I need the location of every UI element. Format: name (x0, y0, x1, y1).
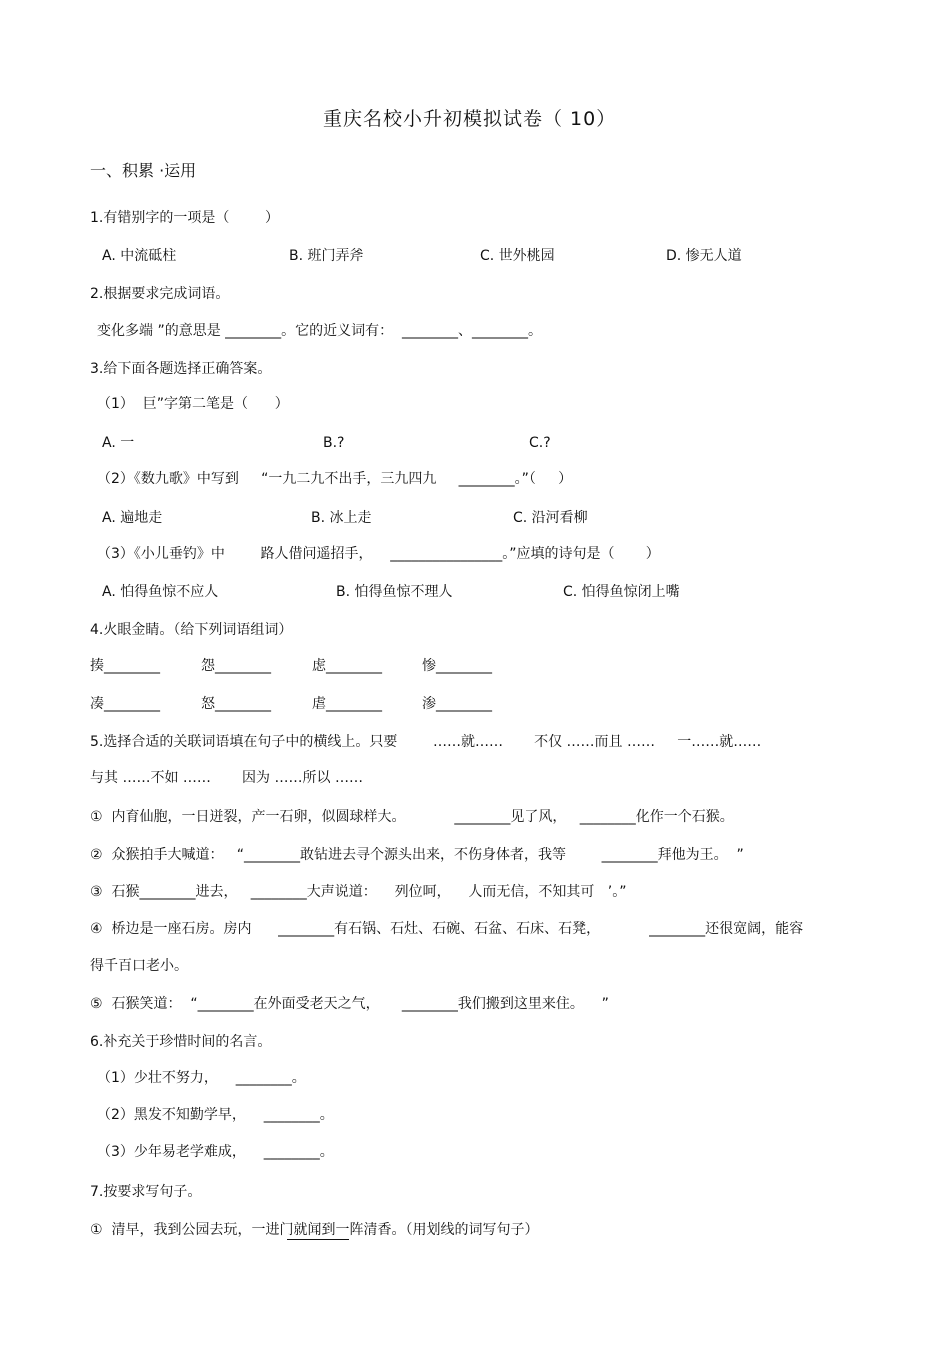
q1-option-b: B. 班门弄斧 (289, 248, 364, 264)
underline-mark (287, 1239, 349, 1240)
q3-sub1-option-b: B.? (323, 435, 345, 451)
q1-option-d: D. 惨无人道 (666, 248, 742, 264)
q5-item-2: ② 众猴拍手大喊道： “________敢钻进去寻个源头出来，不伤身体者，我等 ________拜他为王。 ” (90, 847, 744, 863)
q4-row1-word: 虑________ (312, 658, 382, 674)
q5-item-1: ① 内育仙胞，一日迸裂，产一石卵，似圆球样大。 ________见了风， ________化作一个石猴。 (90, 809, 734, 825)
q4-row1-word: 怨________ (201, 658, 271, 674)
question-4-stem: 4.火眼金睛。（给下列词语组词） (90, 622, 293, 638)
q3-sub3: （3）《小儿垂钓》中 路人借问遥招手， ________________。”应填的诗句是（ ） (97, 546, 660, 562)
question-5-stem-cont: 与其 ……不如 …… 因为 ……所以 …… (90, 770, 363, 786)
question-7-stem: 7.按要求写句子。 (90, 1184, 202, 1200)
section-heading: 一、积累 ·运用 (90, 161, 197, 180)
q3-sub1: （1） 巨”字第二笔是（ ） (97, 396, 289, 412)
q5-item-4-cont: 得千百口老小。 (90, 958, 188, 974)
q3-sub1-option-a: A. 一 (102, 435, 135, 451)
q6-item-1: （1）少壮不努力， ________。 (97, 1070, 306, 1086)
q4-row2-word: 虐________ (312, 696, 382, 712)
q4-row2-word: 渗________ (422, 696, 492, 712)
question-2-stem: 2.根据要求完成词语。 (90, 286, 230, 302)
q5-item-5: ⑤ 石猴笑道： “________在外面受老天之气， ________我们搬到这里来住。 ” (90, 996, 609, 1012)
q4-row2-word: 凑________ (90, 696, 160, 712)
exam-title: 重庆名校小升初模拟试卷（ 10） (323, 108, 617, 130)
question-2-line: 变化多端 ”的意思是 ________。它的近义词有： ________、________。 (97, 323, 543, 339)
q3-sub2-option-b: B. 冰上走 (311, 510, 372, 526)
q4-row2-word: 怒________ (201, 696, 271, 712)
q3-sub3-option-a: A. 怕得鱼惊不应人 (102, 584, 219, 600)
q4-row1-word: 惨________ (422, 658, 492, 674)
q3-sub3-option-b: B. 怕得鱼惊不理人 (336, 584, 453, 600)
q5-item-3: ③ 石猴________进去， ________大声说道： 列位呵， 人而无信，不知其可 ’。” (90, 884, 627, 900)
q1-option-c: C. 世外桃园 (480, 248, 555, 264)
q4-row1-word: 揍________ (90, 658, 160, 674)
q3-sub2: （2）《数九歌》中写到 “一九二九不出手，三九四九 ________。”（ ） (97, 471, 573, 487)
q3-sub2-option-c: C. 沿河看柳 (513, 510, 588, 526)
q6-item-3: （3）少年易老学难成， ________。 (97, 1144, 334, 1160)
question-3-stem: 3.给下面各题选择正确答案。 (90, 361, 272, 377)
q3-sub1-option-c: C.? (529, 435, 551, 451)
q6-item-2: （2）黑发不知勤学早， ________。 (97, 1107, 334, 1123)
question-5-stem: 5.选择合适的关联词语填在句子中的横线上。只要 ……就…… 不仅 ……而且 …… 一……就…… (90, 734, 762, 750)
q3-sub2-option-a: A. 遍地走 (102, 510, 163, 526)
q5-item-4: ④ 桥边是一座石房。房内 ________有石锅、石灶、石碗、石盆、石床、石凳， ________还很宽阔，能容 (90, 921, 804, 937)
q3-sub3-option-c: C. 怕得鱼惊闭上嘴 (563, 584, 680, 600)
q7-item-1: ① 清早，我到公园去玩，一进门就闻到一阵清香。（用划线的词写句子） (90, 1222, 539, 1238)
q1-option-a: A. 中流砥柱 (102, 248, 177, 264)
question-6-stem: 6.补充关于珍惜时间的名言。 (90, 1034, 272, 1050)
question-1-stem: 1.有错别字的一项是（ ） (90, 210, 279, 226)
